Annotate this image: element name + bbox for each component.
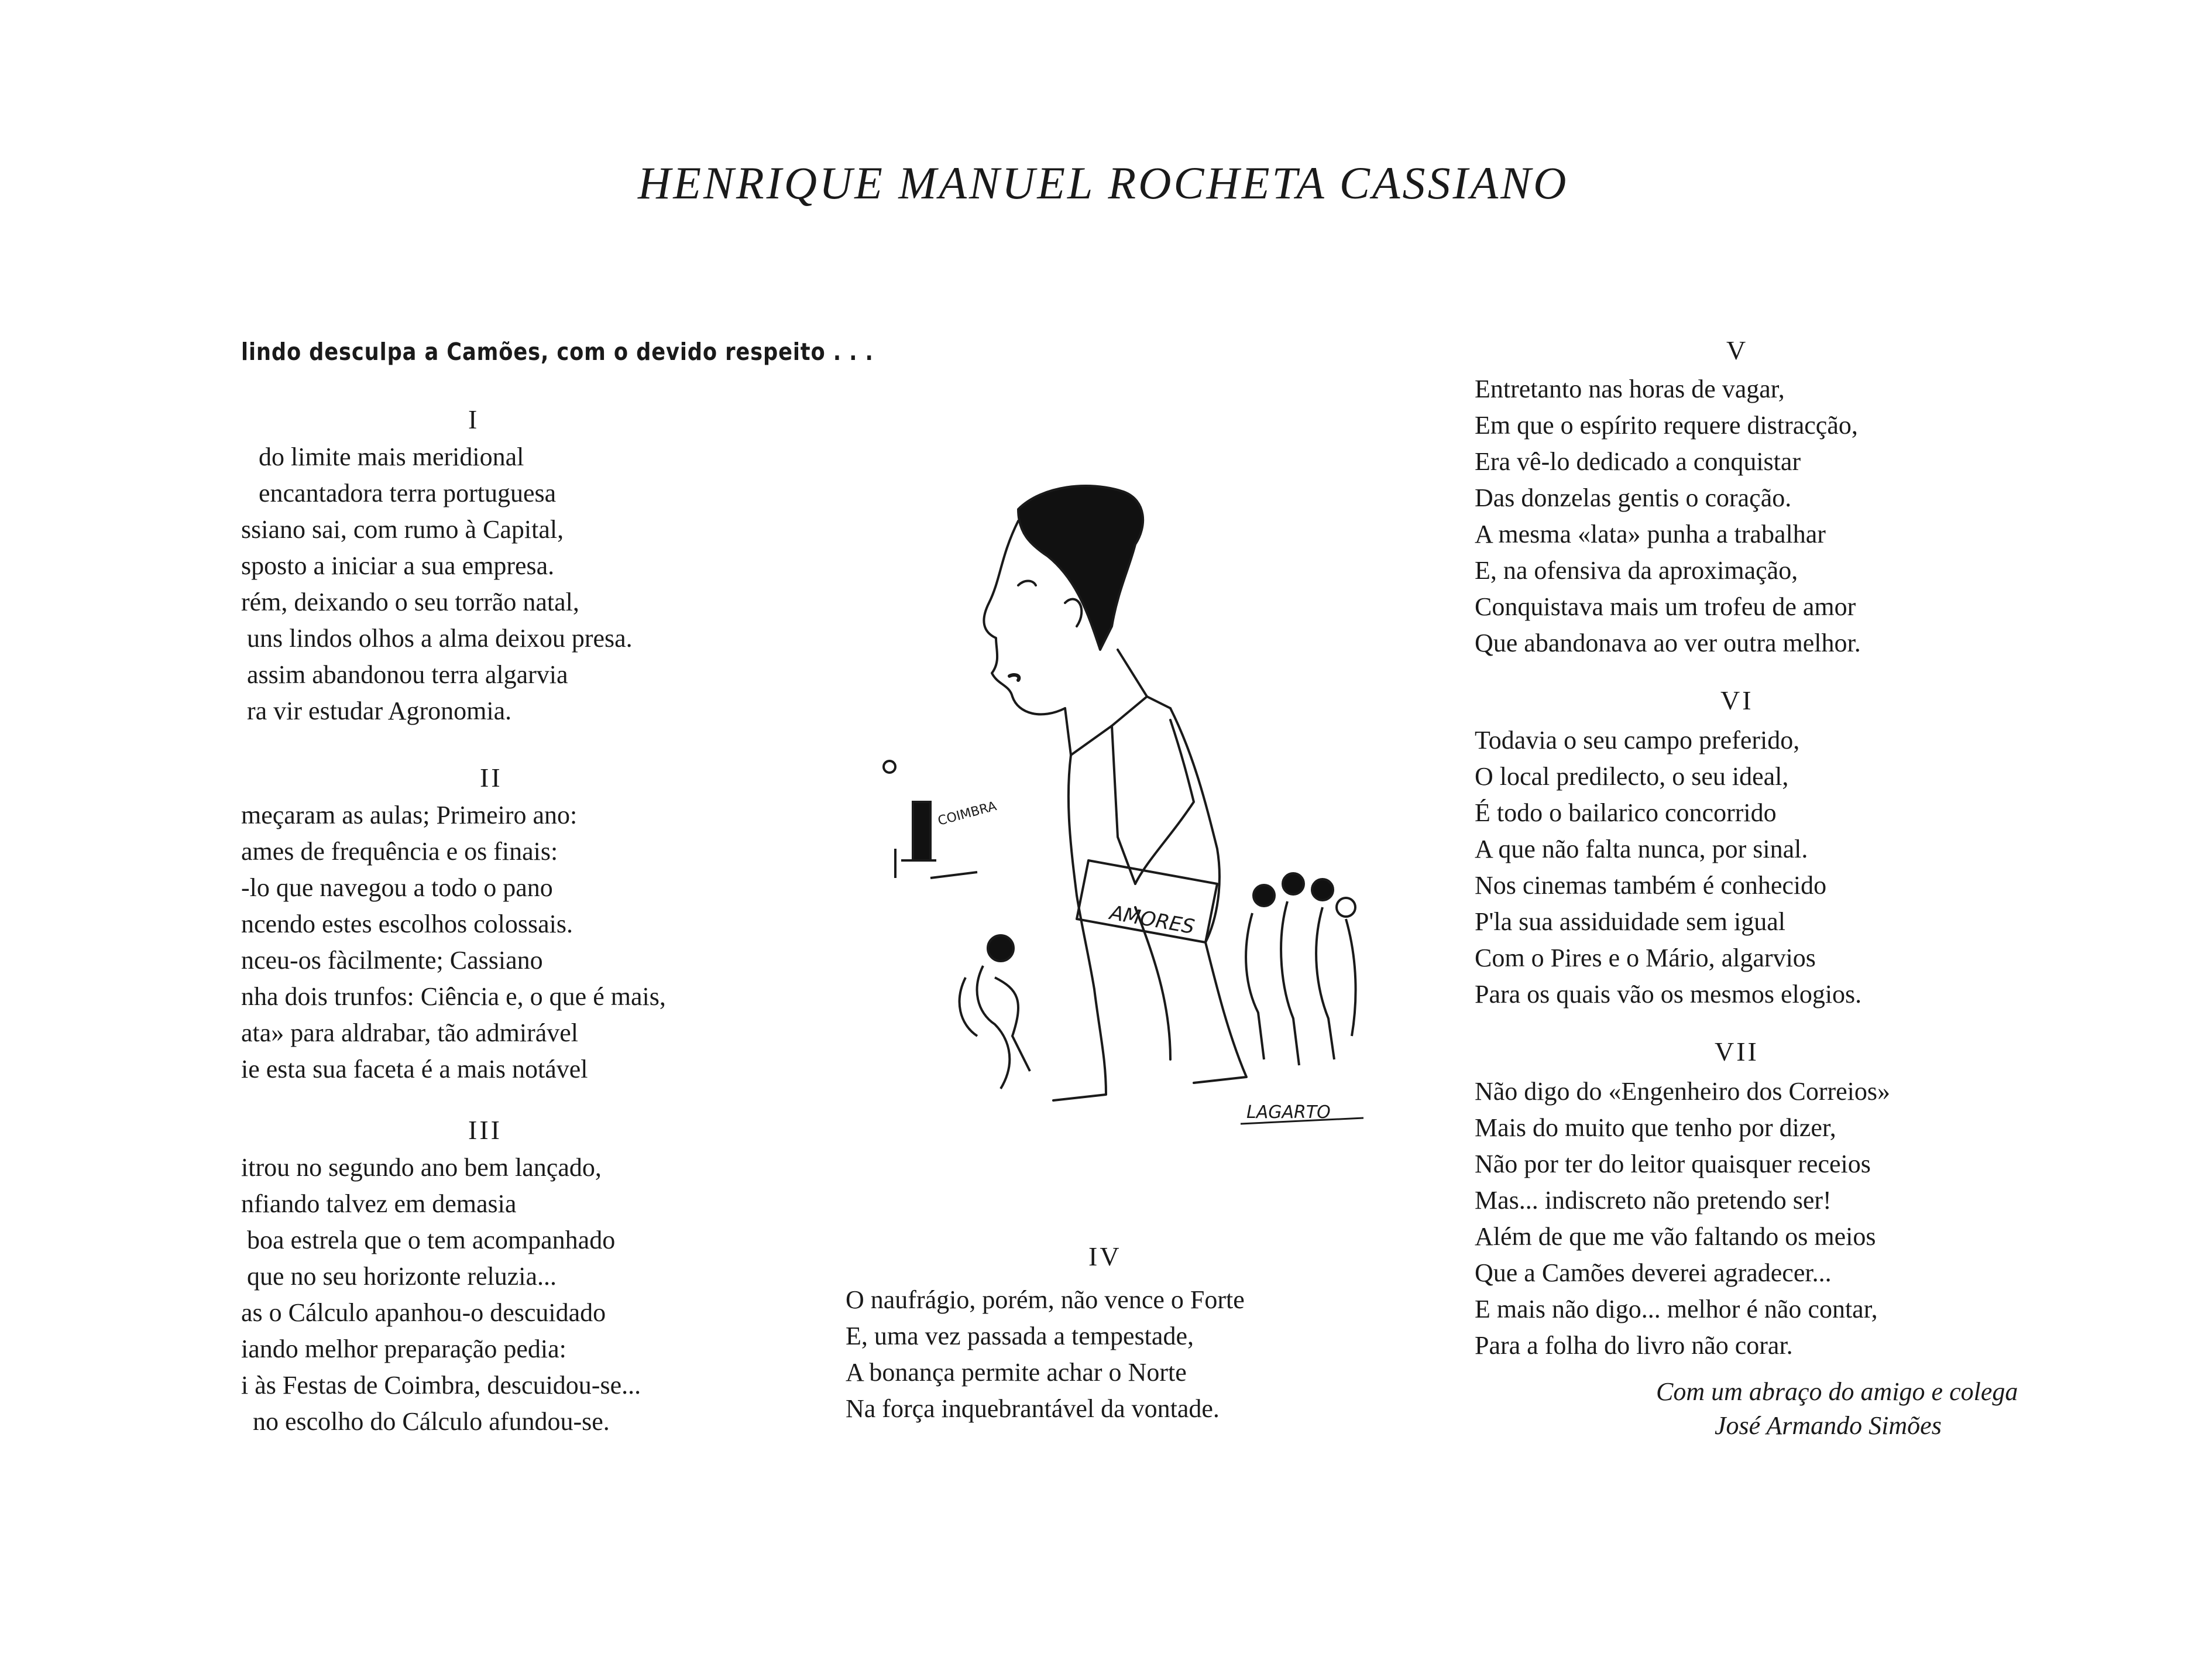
verse-line: uns lindos olhos a alma deixou presa. bbox=[247, 624, 633, 653]
dedication-subtitle: lindo desculpa a Camões, com o devido respeito . . . bbox=[241, 338, 874, 366]
verse-line: Que a Camões deverei agradecer... bbox=[1475, 1258, 1832, 1287]
verse-line: Mas... indiscreto não pretendo ser! bbox=[1475, 1186, 1832, 1215]
verse-line: Entretanto nas horas de vagar, bbox=[1475, 375, 1785, 403]
verse-line: P'la sua assiduidade sem igual bbox=[1475, 907, 1785, 936]
verse-line: ra vir estudar Agronomia. bbox=[247, 697, 512, 725]
stanza-heading-7: VII bbox=[1715, 1037, 1759, 1066]
verse-line: boa estrela que o tem acompanhado bbox=[247, 1226, 616, 1254]
caricature-illustration bbox=[843, 474, 1381, 1130]
page-title: HENRIQUE MANUEL ROCHETA CASSIANO bbox=[638, 157, 1569, 208]
verse-line: Das donzelas gentis o coração. bbox=[1475, 483, 1792, 512]
verse-line: ie esta sua faceta é a mais notável bbox=[241, 1055, 588, 1083]
verse-line: A mesma «lata» punha a trabalhar bbox=[1475, 520, 1826, 548]
stanza-1 bbox=[241, 439, 633, 729]
verse-line: Para a folha do livro não corar. bbox=[1475, 1331, 1793, 1360]
artist-signature: LAGARTO bbox=[1246, 1102, 1331, 1123]
verse-line: nfiando talvez em demasia bbox=[241, 1189, 517, 1218]
verse-line: Além de que me vão faltando os meios bbox=[1475, 1222, 1876, 1251]
verse-line: Não por ter do leitor quaisquer receios bbox=[1475, 1150, 1871, 1178]
verse-line: encantadora terra portuguesa bbox=[259, 479, 557, 507]
stanza-7 bbox=[1475, 1073, 1890, 1364]
verse-line: Não digo do «Engenheiro dos Correios» bbox=[1475, 1077, 1890, 1106]
verse-line: assim abandonou terra algarvia bbox=[247, 660, 568, 689]
verse-line: Que abandonava ao ver outra melhor. bbox=[1475, 629, 1861, 657]
verse-line: ncendo estes escolhos colossais. bbox=[241, 910, 573, 938]
stanza-heading-6: VI bbox=[1720, 685, 1754, 715]
stanza-6 bbox=[1475, 722, 1861, 1013]
verse-line: iando melhor preparação pedia: bbox=[241, 1335, 566, 1363]
stanza-heading-5: V bbox=[1726, 335, 1749, 365]
verse-line: -lo que navegou a todo o pano bbox=[241, 873, 553, 902]
verse-line: Todavia o seu campo preferido, bbox=[1475, 726, 1800, 754]
stanza-3 bbox=[241, 1150, 641, 1440]
verse-line: E mais não digo... melhor é não contar, bbox=[1475, 1295, 1878, 1323]
verse-line: itrou no segundo ano bem lançado, bbox=[241, 1153, 602, 1182]
signature-line-2: José Armando Simões bbox=[1715, 1411, 1942, 1440]
verse-line: Em que o espírito requere distracção, bbox=[1475, 411, 1858, 440]
verse-line: as o Cálculo apanhou-o descuidado bbox=[241, 1298, 606, 1327]
stanza-heading-4: IV bbox=[1088, 1241, 1122, 1271]
verse-line: Mais do muito que tenho por dizer, bbox=[1475, 1113, 1836, 1142]
verse-line: Conquistava mais um trofeu de amor bbox=[1475, 592, 1856, 621]
stanza-5 bbox=[1475, 371, 1861, 661]
book-label: AMORES bbox=[1108, 901, 1197, 939]
signature-line-1: Com um abraço do amigo e colega bbox=[1656, 1377, 2018, 1406]
verse-line: rém, deixando o seu torrão natal, bbox=[241, 588, 579, 616]
stanza-4 bbox=[846, 1282, 1245, 1427]
verse-line: Nos cinemas também é conhecido bbox=[1475, 871, 1827, 900]
verse-line: nha dois trunfos: Ciência e, o que é mais, bbox=[241, 982, 666, 1011]
verse-line: E, na ofensiva da aproximação, bbox=[1475, 556, 1798, 585]
verse-line: do limite mais meridional bbox=[259, 443, 524, 471]
verse-line: E, uma vez passada a tempestade, bbox=[846, 1322, 1194, 1350]
tower-label: COIMBRA bbox=[936, 799, 998, 829]
verse-line: Era vê-lo dedicado a conquistar bbox=[1475, 447, 1801, 476]
verse-line: no escolho do Cálculo afundou-se. bbox=[253, 1407, 610, 1436]
verse-line: A que não falta nunca, por sinal. bbox=[1475, 835, 1808, 863]
verse-line: A bonança permite achar o Norte bbox=[846, 1358, 1187, 1387]
verse-line: Com o Pires e o Mário, algarvios bbox=[1475, 944, 1816, 972]
verse-line: ssiano sai, com rumo à Capital, bbox=[241, 515, 564, 544]
verse-line: ames de frequência e os finais: bbox=[241, 837, 558, 866]
verse-line: O naufrágio, porém, não vence o Forte bbox=[846, 1285, 1245, 1314]
verse-line: O local predilecto, o seu ideal, bbox=[1475, 762, 1789, 791]
stanza-heading-2: II bbox=[480, 763, 503, 793]
verse-line: É todo o bailarico concorrido bbox=[1475, 798, 1777, 827]
verse-line: meçaram as aulas; Primeiro ano: bbox=[241, 801, 578, 829]
verse-line: Na força inquebrantável da vontade. bbox=[846, 1394, 1220, 1423]
verse-line: Para os quais vão os mesmos elogios. bbox=[1475, 980, 1862, 1009]
verse-line: ata» para aldrabar, tão admirável bbox=[241, 1018, 579, 1047]
verse-line: sposto a iniciar a sua empresa. bbox=[241, 551, 555, 580]
stanza-heading-3: III bbox=[468, 1115, 502, 1145]
verse-line: nceu-os fàcilmente; Cassiano bbox=[241, 946, 543, 975]
verse-line: i às Festas de Coimbra, descuidou-se... bbox=[241, 1371, 641, 1400]
verse-line: que no seu horizonte reluzia... bbox=[247, 1262, 557, 1291]
stanza-heading-1: I bbox=[468, 404, 480, 434]
stanza-2 bbox=[241, 797, 666, 1088]
